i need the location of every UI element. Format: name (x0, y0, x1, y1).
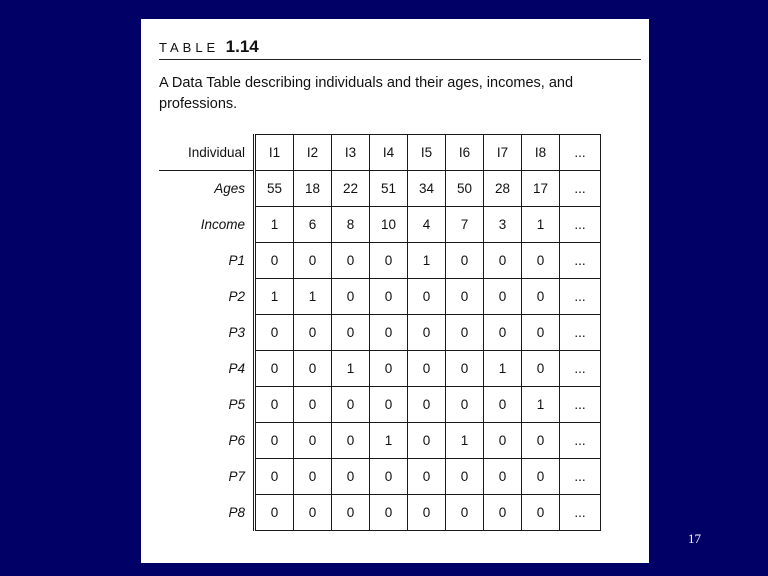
table-cell: 22 (332, 171, 370, 207)
table-cell: 4 (408, 207, 446, 243)
table-cell: 0 (294, 387, 332, 423)
table-cell: 0 (255, 459, 294, 495)
table-cell: 3 (484, 207, 522, 243)
table-cell-ellipsis: ... (560, 423, 601, 459)
table-cell: 0 (408, 315, 446, 351)
table-label-number: 1.14 (225, 37, 259, 56)
table-cell-ellipsis: ... (560, 207, 601, 243)
table-cell: 0 (522, 315, 560, 351)
table-cell: 0 (255, 495, 294, 531)
column-header-ellipsis: ... (560, 135, 601, 171)
table-cell: 0 (446, 459, 484, 495)
table-cell-ellipsis: ... (560, 387, 601, 423)
table-cell: 0 (370, 495, 408, 531)
table-cell: 0 (484, 387, 522, 423)
table-row (159, 207, 601, 243)
table-cell: 0 (370, 387, 408, 423)
table-label-word: TABLE (159, 40, 220, 55)
column-header: I8 (522, 135, 560, 171)
table-cell: 0 (522, 495, 560, 531)
slide-number: 17 (688, 531, 701, 546)
table-cell-ellipsis: ... (560, 243, 601, 279)
table-cell: 0 (484, 423, 522, 459)
table-cell: 1 (522, 207, 560, 243)
table-cell: 10 (370, 207, 408, 243)
row-label: P4 (159, 351, 255, 387)
table-cell: 0 (332, 423, 370, 459)
table-cell-ellipsis: ... (560, 279, 601, 315)
table-row (159, 315, 601, 351)
table-row (159, 459, 601, 495)
title-rule (159, 59, 641, 60)
table-cell: 0 (332, 387, 370, 423)
table-cell: 0 (446, 279, 484, 315)
table-cell: 0 (294, 351, 332, 387)
row-label: P5 (159, 387, 255, 423)
table-cell: 0 (408, 279, 446, 315)
table-cell-ellipsis: ... (560, 351, 601, 387)
table-cell: 1 (446, 423, 484, 459)
data-table (159, 134, 601, 531)
table-cell: 0 (446, 243, 484, 279)
row-label: P6 (159, 423, 255, 459)
table-cell: 17 (522, 171, 560, 207)
column-header: I4 (370, 135, 408, 171)
table-cell: 0 (408, 387, 446, 423)
table-cell: 0 (522, 279, 560, 315)
table-cell: 0 (294, 459, 332, 495)
table-row (159, 387, 601, 423)
table-cell: 0 (332, 459, 370, 495)
row-label: P2 (159, 279, 255, 315)
table-cell: 1 (255, 207, 294, 243)
column-header: I3 (332, 135, 370, 171)
table-cell: 0 (522, 351, 560, 387)
table-cell: 1 (484, 351, 522, 387)
column-header: I2 (294, 135, 332, 171)
column-header: I1 (255, 135, 294, 171)
table-cell: 51 (370, 171, 408, 207)
table-row (159, 423, 601, 459)
row-label: P3 (159, 315, 255, 351)
table-cell: 50 (446, 171, 484, 207)
table-cell: 0 (408, 459, 446, 495)
row-label: P1 (159, 243, 255, 279)
column-header: I6 (446, 135, 484, 171)
table-row (159, 351, 601, 387)
table-cell: 0 (370, 279, 408, 315)
table-row (159, 279, 601, 315)
table-cell: 0 (332, 243, 370, 279)
table-cell: 0 (294, 315, 332, 351)
table-cell: 0 (294, 243, 332, 279)
header-row (159, 135, 601, 171)
table-cell: 0 (332, 279, 370, 315)
table-cell: 1 (408, 243, 446, 279)
table-cell: 55 (255, 171, 294, 207)
table-cell: 0 (522, 459, 560, 495)
table-cell: 0 (294, 495, 332, 531)
table-cell: 0 (255, 351, 294, 387)
table-cell: 0 (370, 315, 408, 351)
table-cell: 0 (370, 351, 408, 387)
row-label: P7 (159, 459, 255, 495)
table-cell: 0 (255, 243, 294, 279)
table-cell: 0 (484, 243, 522, 279)
table-cell: 0 (332, 495, 370, 531)
table-cell: 0 (255, 423, 294, 459)
row-label: P8 (159, 495, 255, 531)
table-cell: 0 (446, 387, 484, 423)
table-cell: 0 (294, 423, 332, 459)
table-cell: 0 (484, 495, 522, 531)
table-caption: A Data Table describing individuals and their ages, incomes, and professions. (159, 75, 574, 112)
table-cell: 0 (408, 351, 446, 387)
table-cell: 0 (332, 315, 370, 351)
table-cell: 6 (294, 207, 332, 243)
table-label (159, 37, 259, 57)
table-cell: 0 (522, 243, 560, 279)
table-cell: 7 (446, 207, 484, 243)
table-cell: 1 (370, 423, 408, 459)
table-cell-ellipsis: ... (560, 459, 601, 495)
column-header: I7 (484, 135, 522, 171)
table-cell: 1 (522, 387, 560, 423)
table-cell: 0 (484, 279, 522, 315)
table-cell: 0 (446, 315, 484, 351)
scanned-page (141, 19, 649, 563)
table-cell: 8 (332, 207, 370, 243)
table-row (159, 495, 601, 531)
table-cell: 1 (294, 279, 332, 315)
table-cell: 0 (484, 459, 522, 495)
table-cell: 0 (522, 423, 560, 459)
table-cell: 0 (408, 423, 446, 459)
table-cell-ellipsis: ... (560, 315, 601, 351)
table-cell: 0 (446, 495, 484, 531)
table-row (159, 171, 601, 207)
row-label: Ages (159, 171, 255, 207)
column-header: I5 (408, 135, 446, 171)
table-cell: 0 (255, 315, 294, 351)
table-cell: 0 (408, 495, 446, 531)
table-cell: 1 (255, 279, 294, 315)
table-cell: 0 (446, 351, 484, 387)
table-cell: 0 (370, 459, 408, 495)
table-cell: 0 (255, 387, 294, 423)
table-cell: 34 (408, 171, 446, 207)
row-label: Income (159, 207, 255, 243)
header-row-label: Individual (159, 135, 255, 171)
table-cell: 18 (294, 171, 332, 207)
table-cell-ellipsis: ... (560, 495, 601, 531)
table-cell: 1 (332, 351, 370, 387)
table-cell: 0 (370, 243, 408, 279)
table-cell: 28 (484, 171, 522, 207)
table-cell: 0 (484, 315, 522, 351)
table-row (159, 243, 601, 279)
table-cell-ellipsis: ... (560, 171, 601, 207)
